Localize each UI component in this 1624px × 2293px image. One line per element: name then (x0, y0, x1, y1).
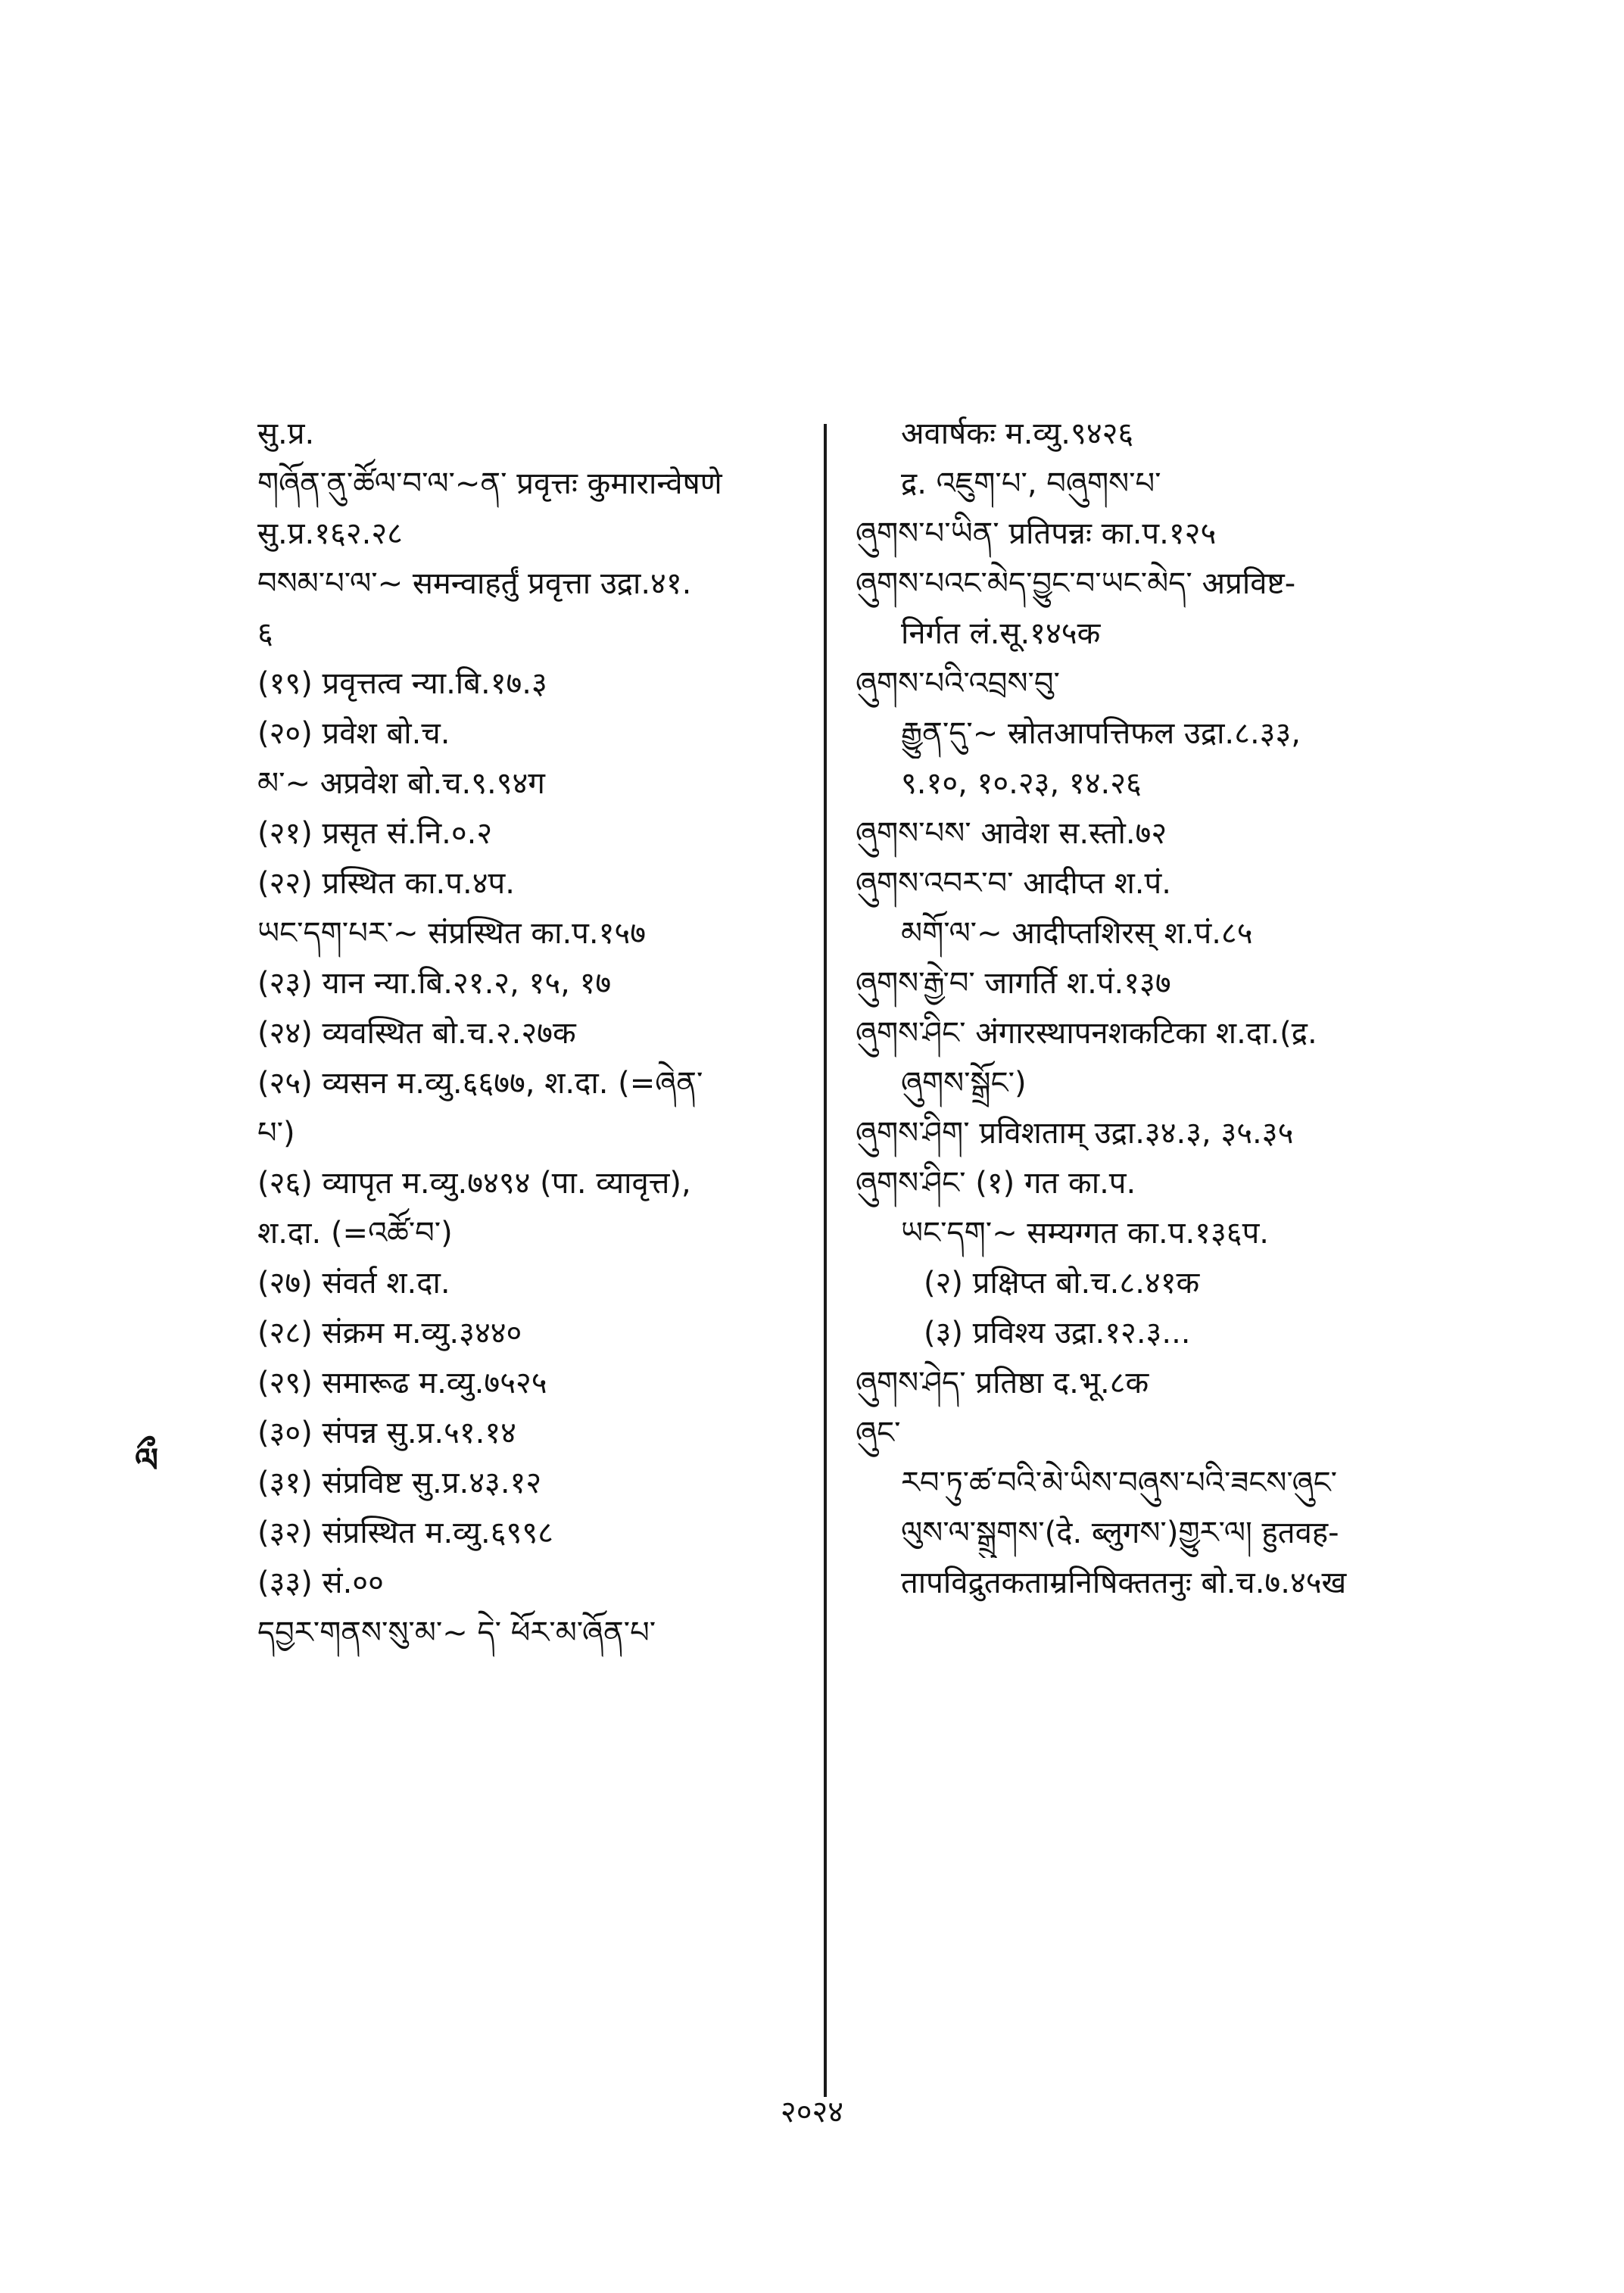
dictionary-line: (३) प्रविश्य उद्रा.१२.३... (924, 1316, 1191, 1351)
dictionary-line: (२३) यान न्या.बि.२१.२, १५, १७ (257, 966, 612, 1001)
dictionary-line: ཞུགས་ཤིང་ (१) गत का.प. (856, 1166, 1136, 1201)
dictionary-line: श.दा. (=འཚོ་བ་) (257, 1216, 453, 1251)
dictionary-line: པ་) (257, 1116, 295, 1151)
dictionary-line: (१९) प्रवृत्तत्व न्या.बि.१७.३ (257, 666, 547, 701)
dictionary-line: (२६) व्यापृत म.व्यु.७४९४ (पा. व्यावृत्त), (257, 1166, 691, 1201)
dictionary-line: अवार्षकः म.व्यु.९४२६ (901, 416, 1134, 451)
dictionary-line: (२१) प्रसृत सं.नि.०.२ (257, 816, 493, 851)
dictionary-line: མ་~ अप्रवेश बो.च.९.९४ग (257, 766, 545, 801)
dictionary-line: (२७) संवर्त श.दा. (257, 1266, 450, 1301)
dictionary-line: ཞུང་ (856, 1416, 901, 1450)
dictionary-line: ཡང་དག་~ सम्यग्गत का.प.१३६प. (901, 1216, 1270, 1251)
dictionary-line: ལུས་ལ་སྒྲུགས་(दे. ब्लुगས་)གྱུར་ལ། हुतवह- (901, 1516, 1339, 1550)
dictionary-line: ཞུགས་སྒྲོང་) (901, 1066, 1027, 1101)
dictionary-line: (२५) व्यसन म.व्यु.६६७७, श.दा. (=ཞེན་ (257, 1066, 703, 1101)
left-column (257, 409, 818, 1658)
dictionary-line: सु.प्र. (257, 416, 315, 451)
dictionary-line: ཞུགས་ཤིག་ प्रविशताम् उद्रा.३४.३, ३५.३५ (856, 1116, 1294, 1151)
margin-marker: ལྀ (135, 1441, 159, 1480)
dictionary-line: མགོ་ལ་~ आदीप्तशिरस् श.पं.८५ (901, 916, 1253, 951)
dictionary-line: ཞུགས་ཤིང་ अंगारस्थापनशकटिका श.दा.(द्र. (856, 1016, 1317, 1051)
dictionary-line: (३२) संप्रस्थित म.व्यु.६९९८ (257, 1516, 553, 1550)
page-number: २०२४ (780, 2095, 844, 2129)
dictionary-line: ཞུགས་པའི་འབྲས་བུ་ (856, 666, 1060, 701)
dictionary-line: ६ (257, 616, 273, 651)
dictionary-line: (२) प्रक्षिप्त बो.च.८.४१क (924, 1266, 1200, 1301)
dictionary-line: ཞུགས་རྒྱེ་བ་ जागर्ति श.पं.१३७ (856, 966, 1171, 1001)
dictionary-line: དབྱར་གནས་སུ་མ་~ དེ་ ཕོར་མ་ཞོན་པ་ (257, 1615, 656, 1650)
dictionary-line: (२८) संक्रम म.व्यु.३४४० (257, 1316, 522, 1351)
dictionary-line: (३०) संपन्न सु.प्र.५१.१४ (257, 1416, 516, 1450)
right-column (856, 409, 1484, 1608)
dictionary-line: གཞོན་ནུ་ཚོལ་བ་ལ་~ན་ प्रवृत्तः कुमारान्वेषणे (257, 466, 722, 501)
dictionary-line: (२०) प्रवेश बो.च. (257, 716, 450, 751)
dictionary-line: ཞུགས་འབར་བ་ आदीप्त श.पं. (856, 866, 1171, 901)
dictionary-line: द्र. འཇུག་པ་, བཞུགས་པ་ (901, 466, 1161, 501)
dictionary-line: ཞུགས་ཤེད་ प्रतिष्ठा द.भू.८क (856, 1366, 1149, 1400)
dictionary-line: (३१) संप्रविष्ट सु.प्र.४३.१२ (257, 1466, 542, 1500)
dictionary-line: ཞུགས་པའང་མེད་བྱུང་བ་ཡང་མེད་ अप्रविष्ट- (856, 566, 1296, 601)
dictionary-line: ཡང་དག་པར་~ संप्रस्थित का.प.१५७ (257, 916, 647, 951)
dictionary-line: (३३) सं.०० (257, 1566, 384, 1600)
dictionary-line: རབ་ཏུ་ཚ་བའི་མེ་ཡིས་བཞུས་པའི་ཟངས་ཞུང་ (901, 1466, 1338, 1500)
dictionary-line: (२९) समारूढ म.व्यु.७५२५ (257, 1366, 547, 1400)
column-divider (824, 424, 827, 2097)
dictionary-line: རྒྱུན་དུ་~ स्रोतआपत्तिफल उद्रा.८.३३, (901, 716, 1301, 751)
dictionary-line: निर्गत लं.सू.१४५क (901, 616, 1101, 651)
dictionary-line: तापविद्रुतकताम्रनिषिक्ततनुः बो.च.७.४५ख (901, 1566, 1347, 1600)
dictionary-line: ९.१०, १०.२३, १४.२६ (901, 766, 1142, 801)
dictionary-line: ཞུགས་པས་ आवेश स.स्तो.७२ (856, 816, 1167, 851)
dictionary-line: (२४) व्यवस्थित बो.च.२.२७क (257, 1016, 576, 1051)
dictionary-line: བསམ་པ་ལ་~ समन्वाहर्तुं प्रवृत्ता उद्रा.४१. (257, 566, 692, 601)
dictionary-line: ཞུགས་པ་ཡིན་ प्रतिपन्नः का.प.१२५ (856, 516, 1217, 551)
dictionary-line: (२२) प्रस्थित का.प.४प. (257, 866, 515, 901)
dictionary-line: सु.प्र.१६२.२८ (257, 516, 403, 551)
